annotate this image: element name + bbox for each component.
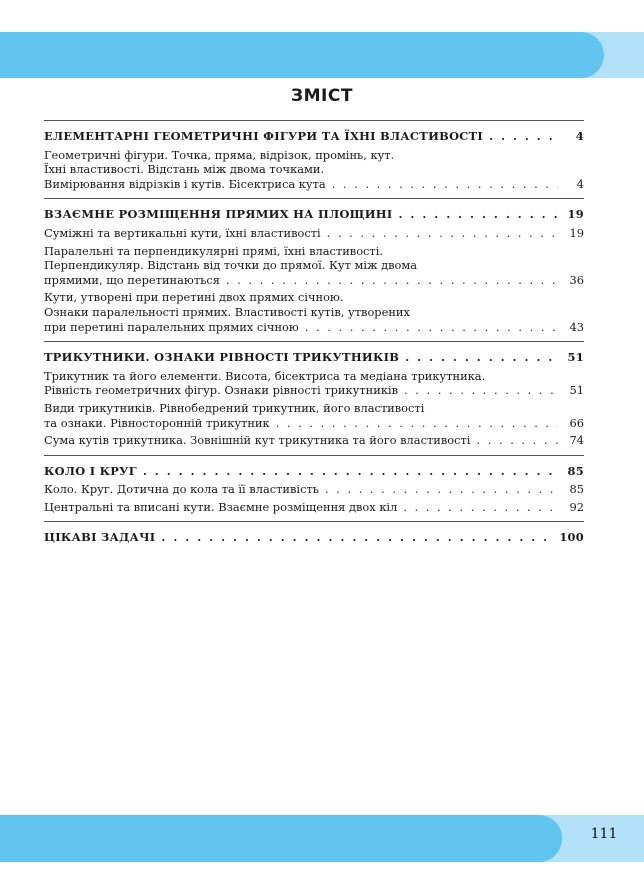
entry-final-line <box>44 383 584 398</box>
toc-entry[interactable] <box>44 433 584 448</box>
leader-dots <box>397 500 558 515</box>
section-page-number: 85 <box>567 463 584 478</box>
toc-section-heading[interactable] <box>44 129 584 144</box>
entry-text: Вимірювання відрізків і кутів. Бісектриса кута <box>44 176 326 191</box>
entry-text-line: Ознаки паралельності прямих. Властивості кутів, утворених <box>44 304 410 319</box>
entry-page-number: 19 <box>569 225 584 240</box>
leader-dots <box>137 464 558 479</box>
toc-section <box>44 522 584 552</box>
entry-text-line: Трикутник та його елементи. Висота, бісектриса та медіана трикутника. <box>44 368 486 383</box>
leader-dots <box>319 482 558 497</box>
entry-final-line <box>44 226 584 241</box>
section-page-number: 100 <box>559 530 584 545</box>
section-page-number: 19 <box>567 207 584 222</box>
toc-section-heading[interactable] <box>44 350 584 365</box>
entry-page-number: 4 <box>576 176 584 191</box>
entry-text: Сума кутів трикутника. Зовнішній кут трикутника та його властивості <box>44 433 471 448</box>
entry-page-number: 92 <box>569 499 584 514</box>
leader-dots <box>470 433 558 448</box>
toc-entry[interactable] <box>44 482 584 497</box>
page-title: ЗМІСТ <box>291 86 353 106</box>
entry-text: Суміжні та вертикальні кути, їхні властивості <box>44 225 321 240</box>
entry-text: та ознаки. Рівносторонній трикутник <box>44 415 270 430</box>
entry-page-number: 51 <box>569 383 584 398</box>
section-heading-text: ЦІКАВІ ЗАДАЧІ <box>44 530 156 545</box>
toc-section <box>44 456 584 523</box>
entry-text: Рівність геометричних фігур. Ознаки рівності трикутників <box>44 383 399 398</box>
leader-dots <box>299 320 558 335</box>
entry-text: при перетині паралельних прямих січною <box>44 319 299 334</box>
leader-dots <box>392 207 558 222</box>
entry-final-line <box>44 177 584 192</box>
toc-section <box>44 342 584 456</box>
top-header-band-main <box>0 32 604 78</box>
toc-entry[interactable] <box>44 148 584 192</box>
toc-entry[interactable] <box>44 369 584 398</box>
entry-text-line: Їхні властивості. Відстань між двома точками. <box>44 162 325 177</box>
entry-text: Центральні та вписані кути. Взаємне розміщення двох кіл <box>44 499 398 514</box>
entry-page-number: 85 <box>569 482 584 497</box>
entry-page-number: 36 <box>569 272 584 287</box>
entry-text: Коло. Круг. Дотична до кола та її властивість <box>44 482 319 497</box>
entry-final-line <box>44 320 584 335</box>
entry-text-line: Види трикутників. Рівнобедрений трикутник, його властивості <box>44 400 425 415</box>
top-header-band <box>0 32 644 78</box>
bottom-footer-band <box>0 815 644 862</box>
entry-final-line <box>44 500 584 515</box>
entry-text-line: Перпендикуляр. Відстань від точки до прямої. Кут між двома <box>44 258 418 273</box>
section-heading-text: ТРИКУТНИКИ. ОЗНАКИ РІВНОСТІ ТРИКУТНИКІВ <box>44 350 400 365</box>
toc-section-heading[interactable] <box>44 530 584 545</box>
entry-text: прямими, що перетинаються <box>44 272 220 287</box>
entry-page-number: 74 <box>569 433 584 448</box>
table-of-contents <box>44 120 584 552</box>
bottom-footer-band-main <box>0 815 562 862</box>
toc-entry[interactable] <box>44 401 584 430</box>
entry-text-line: Паралельні та перпендикулярні прямі, їхні властивості. <box>44 243 383 258</box>
page-number: 111 <box>590 826 618 842</box>
toc-section <box>44 199 584 342</box>
section-heading-text: ЕЛЕМЕНТАРНІ ГЕОМЕТРИЧНІ ФІГУРИ ТА ЇХНІ ВЛАСТИВОСТІ <box>44 129 484 143</box>
entry-final-line <box>44 482 584 497</box>
toc-section <box>44 120 584 199</box>
leader-dots <box>398 383 558 398</box>
toc-entry[interactable] <box>44 226 584 241</box>
leader-dots <box>155 530 555 545</box>
section-heading-text: ВЗАЄМНЕ РОЗМІЩЕННЯ ПРЯМИХ НА ПЛОЩИНІ <box>44 207 393 222</box>
toc-section-heading[interactable] <box>44 464 584 479</box>
leader-dots <box>399 350 558 365</box>
entry-text-line: Геометричні фігури. Точка, пряма, відрізок, промінь, кут. <box>44 147 395 162</box>
entry-final-line <box>44 433 584 448</box>
section-heading-text: КОЛО І КРУГ <box>44 463 137 478</box>
leader-dots <box>220 273 558 288</box>
entry-page-number: 66 <box>569 415 584 430</box>
toc-entry[interactable] <box>44 500 584 515</box>
leader-dots <box>483 129 558 144</box>
leader-dots <box>321 226 558 241</box>
section-page-number: 51 <box>567 350 584 365</box>
leader-dots <box>270 416 558 431</box>
entry-final-line <box>44 416 584 431</box>
entry-final-line <box>44 273 584 288</box>
leader-dots <box>326 177 558 192</box>
toc-entry[interactable] <box>44 290 584 334</box>
section-page-number: 4 <box>575 129 584 143</box>
toc-section-heading[interactable] <box>44 207 584 222</box>
entry-text-line: Кути, утворені при перетині двох прямих січною. <box>44 290 344 305</box>
toc-entry[interactable] <box>44 244 584 288</box>
entry-page-number: 43 <box>569 319 584 334</box>
